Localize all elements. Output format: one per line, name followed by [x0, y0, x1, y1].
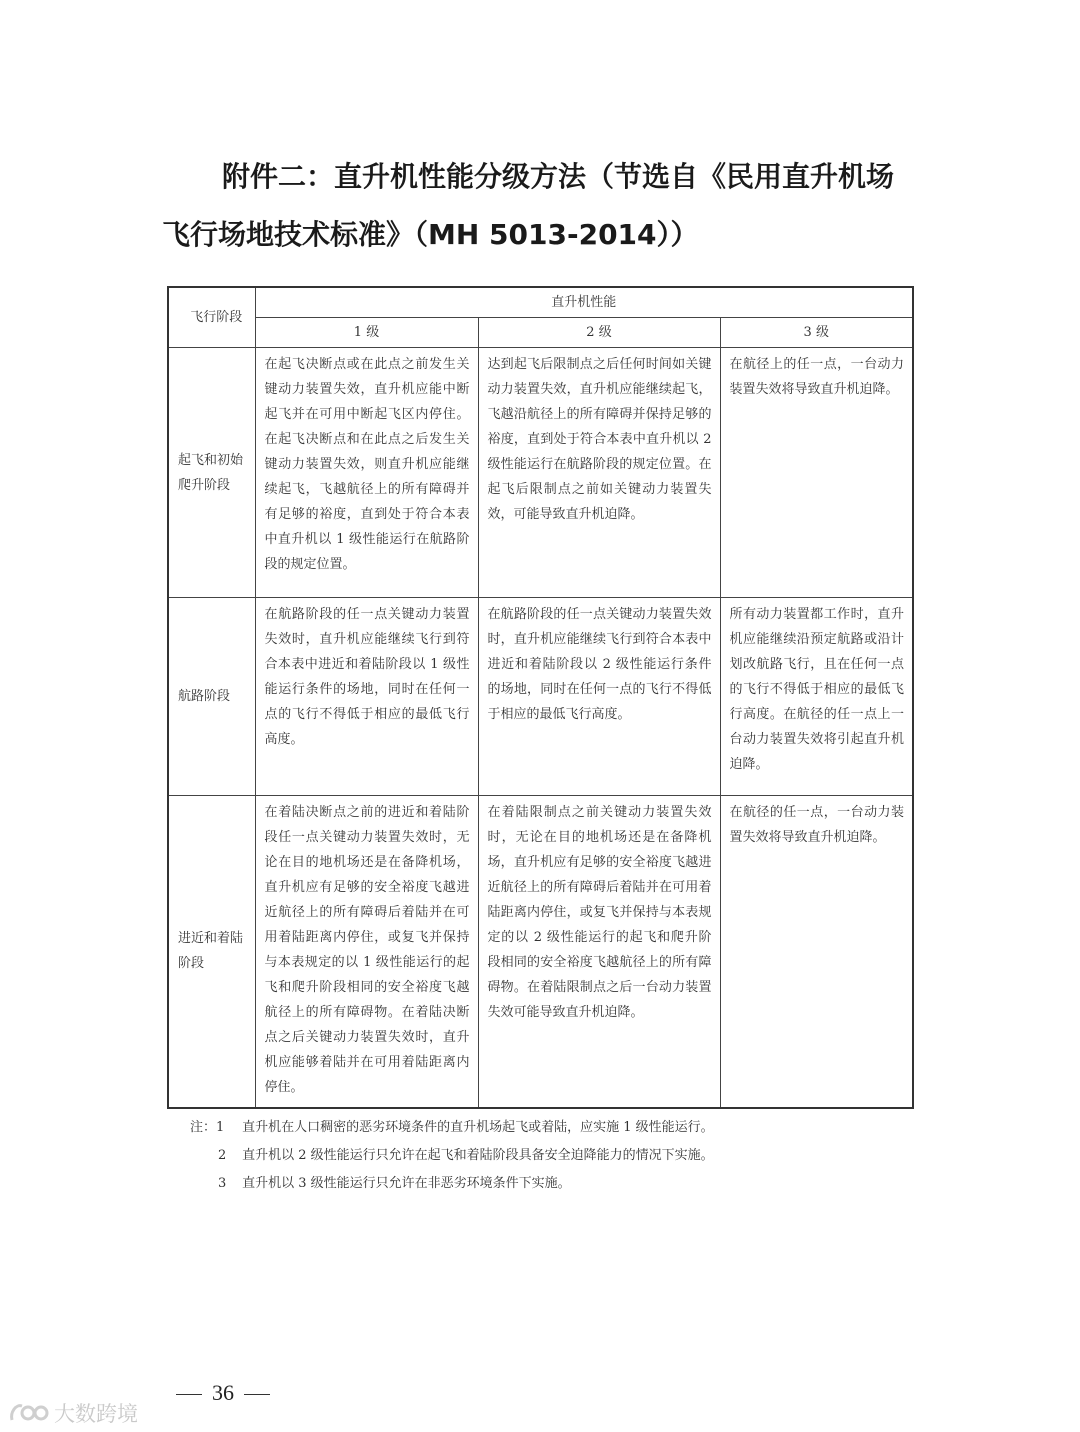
cell-enroute-class-1: 在航路阶段的任一点关键动力装置失效时，直升机应能继续飞行到符合本表中进近和着陆阶段以 1 级性能运行条件的场地，同时在任何一点的飞行不得低于相应的最低飞行高度。	[255, 598, 478, 796]
title-line-1: 附件二：直升机性能分级方法（节选自《民用直升机场	[222, 160, 895, 193]
note-2	[190, 1142, 910, 1170]
title-line-2: 飞行场地技术标准》（MH 5013-2014））	[162, 218, 699, 251]
header-row-2	[168, 318, 913, 348]
note-3	[190, 1170, 910, 1198]
note-3-text: 直升机以 3 级性能运行只允许在非恶劣环境条件下实施。	[242, 1176, 571, 1191]
table-row	[168, 348, 913, 598]
page-number-dash-right	[244, 1394, 270, 1395]
page-number-dash-left	[176, 1394, 202, 1395]
note-1-text: 直升机在人口稠密的恶劣环境条件的直升机场起飞或着陆，应实施 1 级性能运行。	[242, 1120, 714, 1135]
phase-takeoff: 起飞和初始爬升阶段	[168, 348, 255, 598]
watermark	[8, 1398, 138, 1428]
class-1-header: 1 级	[255, 318, 478, 348]
cell-takeoff-class-2: 达到起飞后限制点之后任何时间如关键动力装置失效，直升机应能继续起飞，飞越沿航径上的所有障碍并保持足够的裕度，直到处于符合本表中直升机以 2 级性能运行在航路阶段的规定位置。在起飞后限制点之前如关键动力装置失效，可能导致直升机迫降。	[478, 348, 720, 598]
table-notes	[190, 1114, 910, 1198]
performance-group-header: 直升机性能	[255, 287, 913, 318]
watermark-logo-icon	[8, 1400, 50, 1426]
cell-takeoff-class-3: 在航径上的任一点，一台动力装置失效将导致直升机迫降。	[720, 348, 913, 598]
header-row-1	[168, 287, 913, 318]
note-1	[190, 1114, 910, 1142]
note-2-number: 2	[218, 1148, 227, 1163]
cell-enroute-class-3: 所有动力装置都工作时，直升机应能继续沿预定航路或沿计划改航路飞行，且在任何一点的飞行不得低于相应的最低飞行高度。在航径的任一点上一台动力装置失效将引起直升机迫降。	[720, 598, 913, 796]
note-label: 注：1	[190, 1120, 225, 1135]
table-row	[168, 796, 913, 1108]
note-3-number: 3	[218, 1176, 227, 1191]
table-row	[168, 598, 913, 796]
cell-approach-class-1: 在着陆决断点之前的进近和着陆阶段任一点关键动力装置失效时，无论在目的地机场还是在备降机场，直升机应有足够的安全裕度飞越进近航径上的所有障碍后着陆并在可用着陆距离内停住，或复飞并保持与本表规定的以 1 级性能运行的起飞和爬升阶段相同的安全裕度飞越航径上的所有障碍物。在着陆决断点之后关键动力装置失效时，直升机应能够着陆并在可用着陆距离内停住。	[255, 796, 478, 1108]
performance-class-table	[167, 286, 914, 1109]
cell-approach-class-2: 在着陆限制点之前关键动力装置失效时，无论在目的地机场还是在备降机场，直升机应有足够的安全裕度飞越进近航径上的所有障碍后着陆并在可用着陆距离内停住，或复飞并保持与本表规定的以 2 级性能运行的起飞和爬升阶段相同的安全裕度飞越航径上的所有障碍物。在着陆限制点之后一台动力装置失效可能导致直升机迫降。	[478, 796, 720, 1108]
phase-approach-landing: 进近和着陆阶段	[168, 796, 255, 1108]
note-2-text: 直升机以 2 级性能运行只允许在起飞和着陆阶段具备安全迫降能力的情况下实施。	[242, 1148, 714, 1163]
class-2-header: 2 级	[478, 318, 720, 348]
cell-enroute-class-2: 在航路阶段的任一点关键动力装置失效时，直升机应能继续飞行到符合本表中进近和着陆阶段以 2 级性能运行条件的场地，同时在任何一点的飞行不得低于相应的最低飞行高度。	[478, 598, 720, 796]
phase-header: 飞行阶段	[168, 287, 255, 348]
cell-takeoff-class-1: 在起飞决断点或在此点之前发生关键动力装置失效，直升机应能中断起飞并在可用中断起飞区内停住。在起飞决断点和在此点之后发生关键动力装置失效，则直升机应能继续起飞，飞越航径上的所有障碍并有足够的裕度，直到处于符合本表中直升机以 1 级性能运行在航路阶段的规定位置。	[255, 348, 478, 598]
watermark-text: 大数跨境	[54, 1402, 138, 1426]
cell-approach-class-3: 在航径的任一点，一台动力装置失效将导致直升机迫降。	[720, 796, 913, 1108]
page-number: 36	[166, 1380, 280, 1406]
page-title	[162, 148, 922, 264]
class-3-header: 3 级	[720, 318, 913, 348]
phase-enroute: 航路阶段	[168, 598, 255, 796]
